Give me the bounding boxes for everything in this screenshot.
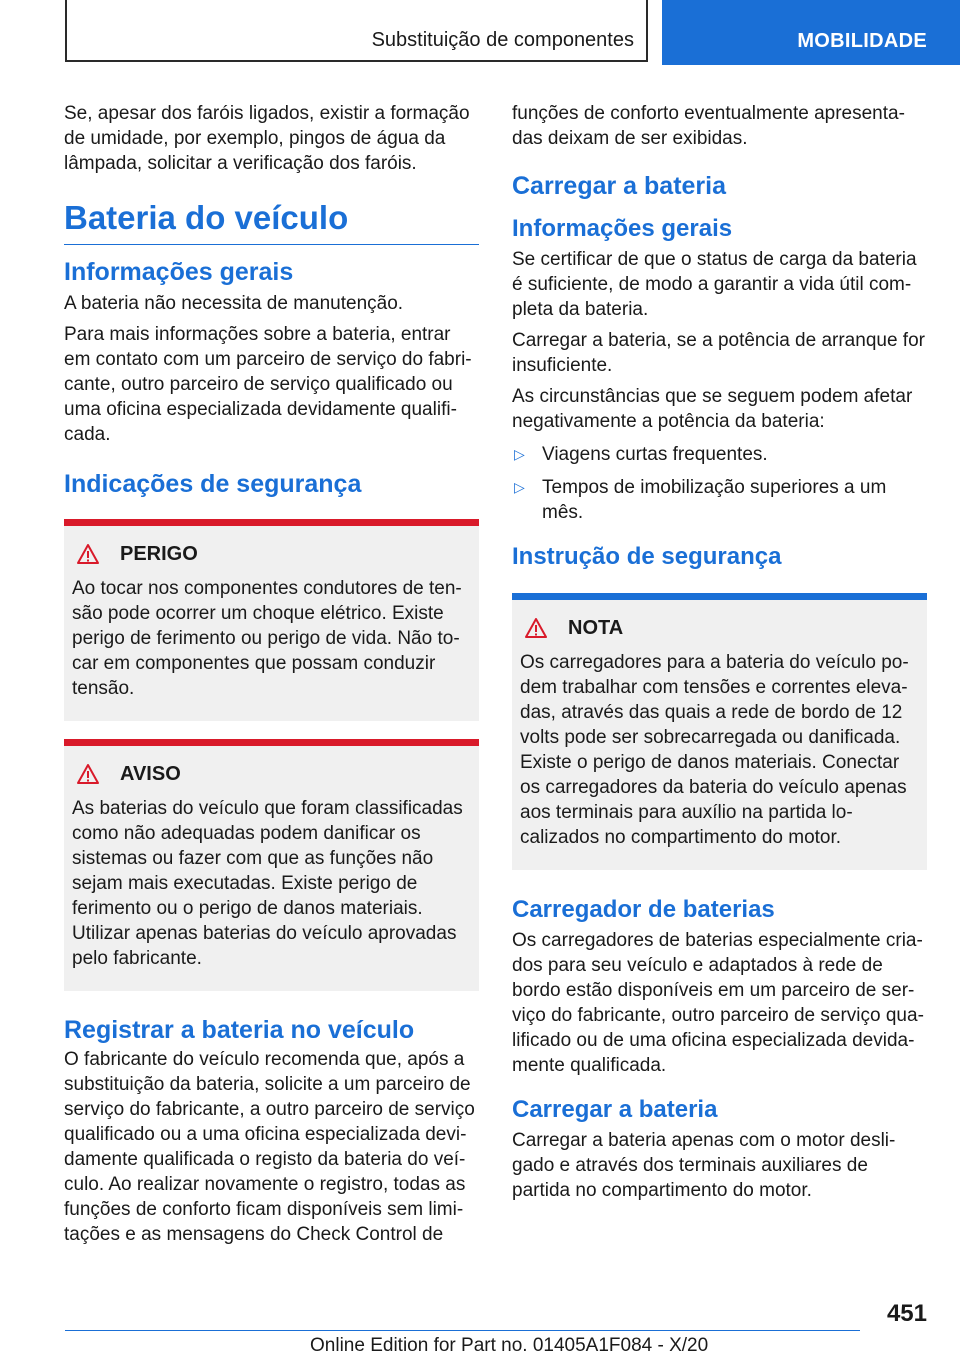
warning-label: AVISO: [120, 762, 181, 785]
heading-informacoes-gerais: Informações gerais: [64, 258, 294, 286]
left-column: [64, 101, 479, 1253]
chapter-tab-label: MOBILIDADE: [797, 30, 927, 52]
warning-triangle-icon: [76, 763, 100, 785]
bullet-triangle-icon: ▷: [514, 446, 525, 462]
heading-informacoes-gerais-2: Informações gerais: [512, 215, 733, 242]
danger-title: [76, 540, 471, 568]
heading-indicacoes-seguranca: Indicações de segurança: [64, 470, 362, 498]
danger-box: [64, 519, 479, 721]
header-section-box: [65, 0, 648, 62]
heading-instrucao-seguranca: Instrução de segurança: [512, 543, 782, 570]
bullet-list: [512, 442, 927, 525]
page-number: 451: [886, 1300, 927, 1327]
list-item: [512, 475, 927, 525]
warning-title: [76, 760, 471, 788]
danger-text: Ao tocar nos componentes condutores de tensão pode ocorrer um choque elétrico. Existe perigo de ferimento ou perigo de vida. Não tocar em componentes que possam conduzir tensão.: [72, 578, 462, 699]
paragraph-circunstancias: As circunstâncias que se seguem podem afetar negativamente a potência da bateria:: [512, 386, 913, 432]
notice-title: [524, 614, 919, 642]
bullet-triangle-icon: ▷: [514, 479, 525, 495]
danger-label: PERIGO: [120, 542, 198, 565]
paragraph-registrar: O fabricante do veículo recomenda que, após a substituição da bateria, solicite a um parceiro de serviço do fabricante, a outro parceiro de serviço qualificado ou a uma oficina especializada devidamente qualificada o registo da bateria do veículo. Ao realizar novamente o registro, todas as funções de conforto ficam disponíveis sem limitações e as mensagens do Check Control de: [64, 1049, 475, 1245]
heading-carregar-bateria-2: Carregar a bateria: [512, 1096, 718, 1123]
paragraph-certificar: Se certificar de que o status de carga da bateria é suficiente, de modo a garantir a vida útil completa da bateria.: [512, 249, 917, 320]
right-column: [512, 101, 927, 1209]
notice-box: [512, 593, 927, 870]
paragraph-continuation: funções de conforto eventualmente apresentadas deixam de ser exibidas.: [512, 103, 905, 149]
header-section-title: Substituição de componentes: [371, 29, 634, 51]
heading-carregar-bateria: Carregar a bateria: [512, 172, 727, 200]
list-item-text: Tempos de imobilização superiores a um mês.: [542, 477, 887, 523]
warning-triangle-icon: [76, 543, 100, 565]
paragraph-manutencao: A bateria não necessita de manutenção.: [64, 293, 404, 314]
paragraph-carregar-motor: Carregar a bateria apenas com o motor desligado e através dos terminais auxiliares de partida no compartimento do motor.: [512, 1130, 896, 1201]
footer-edition-text: Online Edition for Part no. 01405A1F084 - X/20: [310, 1335, 709, 1356]
paragraph-carregador: Os carregadores de baterias especialmente criados para seu veículo e adaptados à rede de bordo estão disponíveis em um parceiro de serviço do fabricante, outro parceiro de serviço qualificado ou de uma oficina especializada devidamente qualificada.: [512, 930, 924, 1076]
intro-paragraph: Se, apesar dos faróis ligados, existir a formação de umidade, por exemplo, pingos de água da lâmpada, solicitar a verificação dos faróis.: [64, 103, 470, 174]
paragraph-carregar-se: Carregar a bateria, se a potência de arranque for insuficiente.: [512, 330, 925, 376]
list-item: [512, 442, 927, 467]
heading-carregador-baterias: Carregador de baterias: [512, 896, 775, 923]
warning-triangle-icon: [524, 617, 548, 639]
warning-box: [64, 739, 479, 991]
chapter-tab[interactable]: [662, 0, 960, 65]
footer-divider: [65, 1330, 860, 1331]
warning-text: As baterias do veículo que foram classificadas como não adequadas podem danificar os sistemas ou fazer com que as funções não sejam mais executadas. Existe perigo de ferimento ou o perigo de danos materiais. Utilizar apenas baterias do veículo aprovadas pelo fabricante.: [72, 798, 463, 969]
list-item-text: Viagens curtas frequentes.: [542, 444, 768, 465]
notice-label: NOTA: [568, 616, 624, 639]
heading-bateria-veiculo: Bateria do veículo: [64, 198, 479, 245]
heading-registrar-bateria: Registrar a bateria no veículo: [64, 1016, 415, 1044]
paragraph-mais-informacoes: Para mais informações sobre a bateria, entrar em contato com um parceiro de serviço do fabricante, outro parceiro de serviço qualificado ou uma oficina especializada devidamente qualificada.: [64, 324, 472, 445]
notice-text: Os carregadores para a bateria do veículo podem trabalhar com tensões e correntes elevadas, através das quais a rede de bordo de 12 volts pode ser sobrecarregada ou danificada. Existe o perigo de danos materiais. Conectar os carregadores da bateria do veículo apenas aos terminais para auxílio na partida localizados no compartimento do motor.: [520, 652, 909, 848]
